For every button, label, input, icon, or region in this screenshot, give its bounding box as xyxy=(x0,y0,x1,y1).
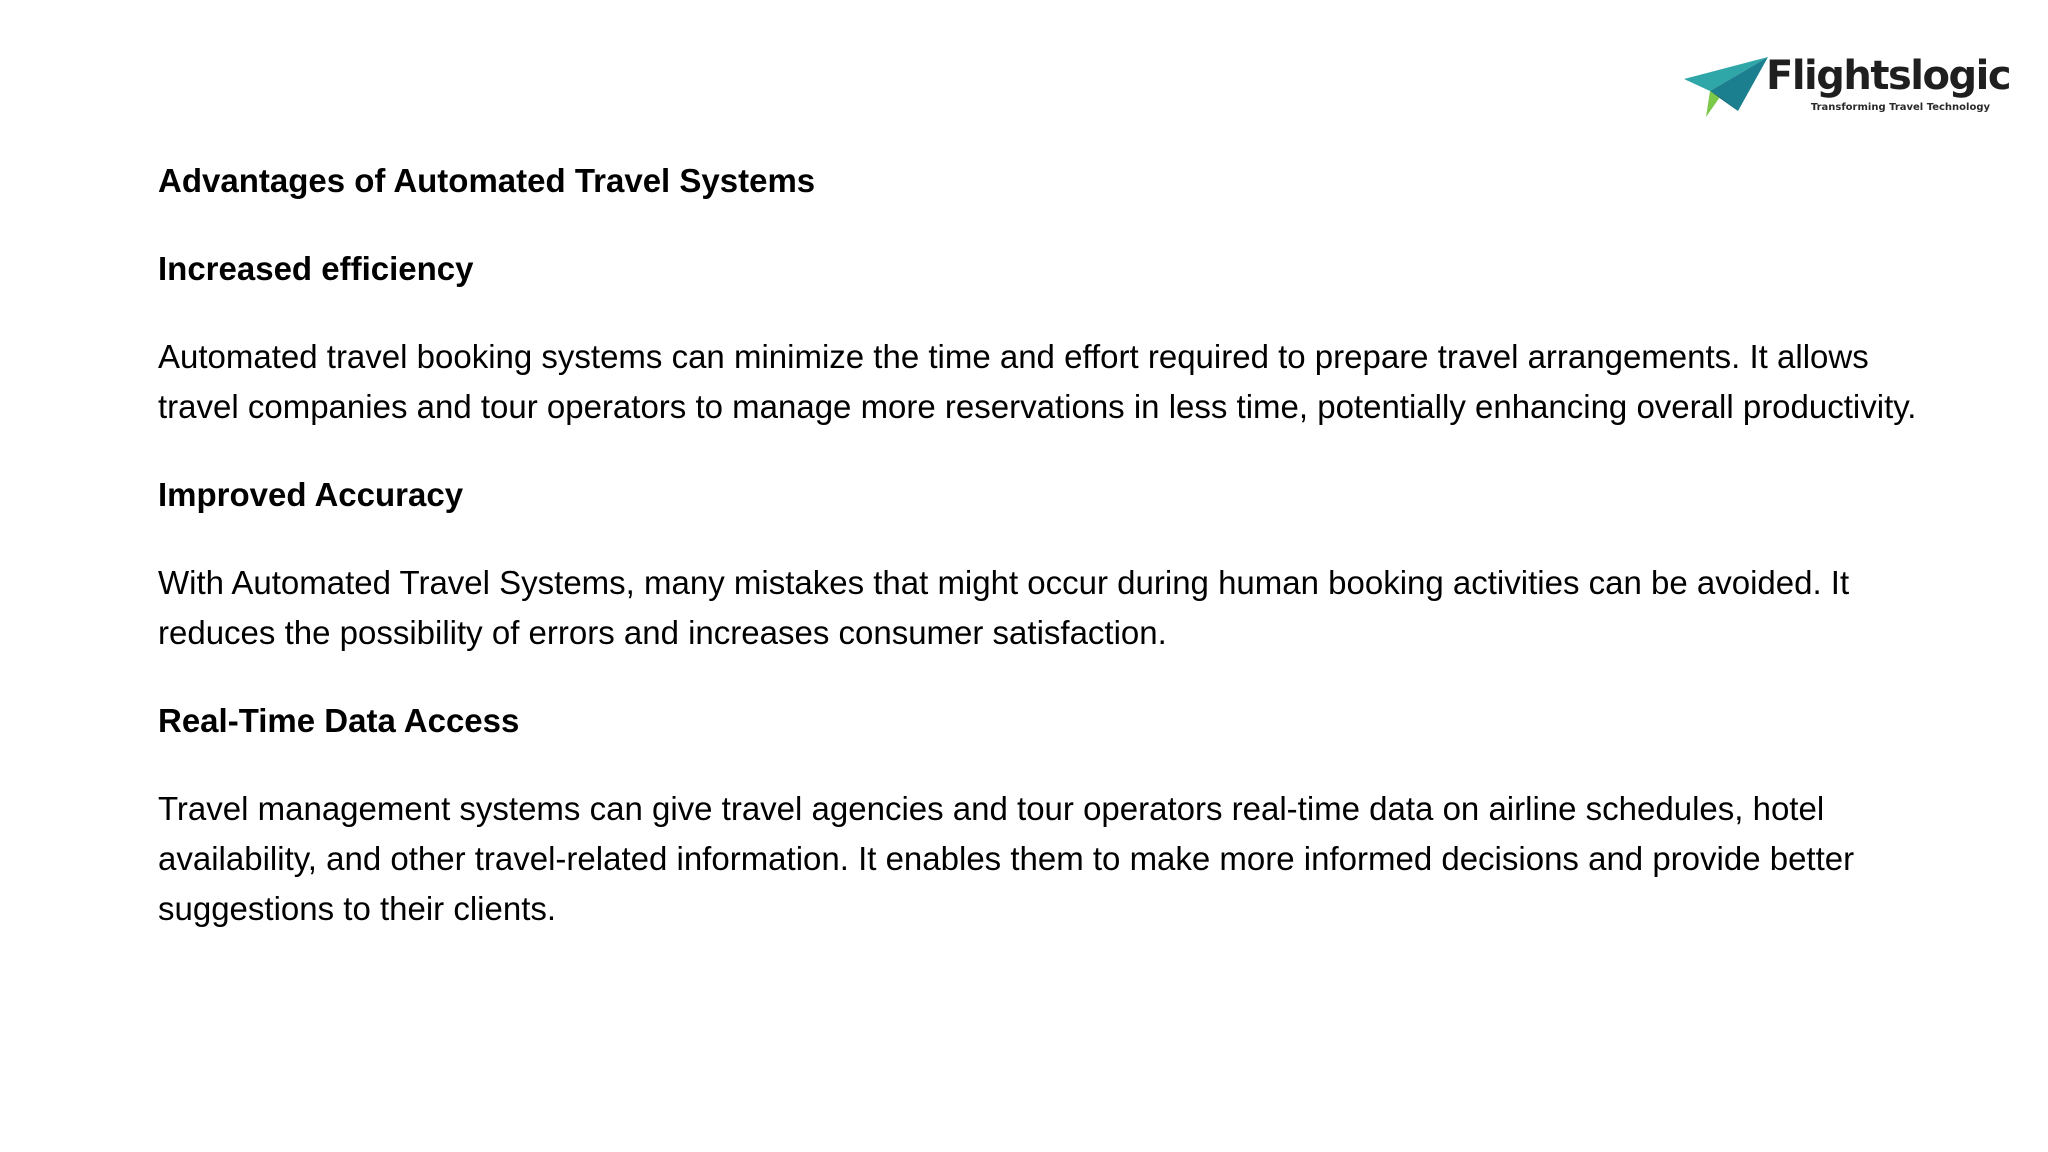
page-title: Advantages of Automated Travel Systems xyxy=(158,162,816,199)
document-content xyxy=(158,156,1918,934)
section-heading-accuracy: Improved Accuracy xyxy=(158,476,464,513)
brand-name: Flightslogic xyxy=(1766,53,2011,99)
section-body-realtime-data: Travel management systems can give travel agencies and tour operators real-time data on airline schedules, hotel availability, and other travel-related information. It enables them to make more informed decisions and provide better suggestions to their clients. xyxy=(158,790,1855,927)
brand-tagline: Transforming Travel Technology xyxy=(1810,102,1990,113)
paper-plane-icon xyxy=(1684,57,1768,121)
section-body-accuracy: With Automated Travel Systems, many mistakes that might occur during human booking activities can be avoided. It reduces the possibility of errors and increases consumer satisfaction. xyxy=(158,564,1850,651)
section-heading-efficiency: Increased efficiency xyxy=(158,250,474,287)
brand-logo xyxy=(1684,52,2011,122)
section-heading-realtime-data: Real-Time Data Access xyxy=(158,702,520,739)
section-body-efficiency: Automated travel booking systems can minimize the time and effort required to prepare travel arrangements. It allows travel companies and tour operators to manage more reservations in less time, potentially enhancing overall productivity. xyxy=(158,338,1917,425)
